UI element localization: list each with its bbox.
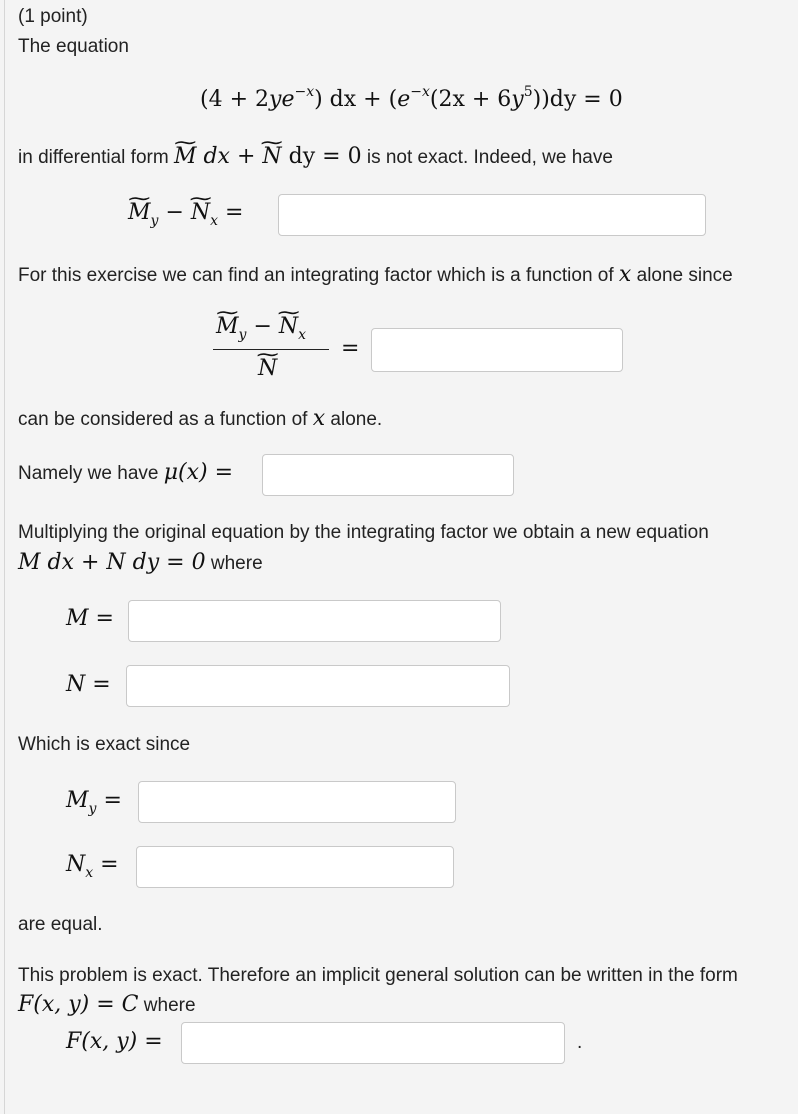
eq-y: y	[269, 87, 282, 112]
sentence1-mid: dx +	[196, 144, 263, 169]
fraction-denominator: ∼ N	[258, 356, 277, 381]
m-tilde: ∼ M	[174, 144, 197, 169]
f-input[interactable]	[181, 1022, 565, 1064]
eq-e2: e	[397, 87, 411, 112]
m-input[interactable]	[128, 600, 501, 642]
fraction-numerator: ∼ $M_y$ − ∼ $N_x$	[216, 314, 306, 343]
my-label: $M_y$ =	[66, 788, 122, 817]
f-label: F(x, y) =	[66, 1029, 163, 1054]
eq-part3: (2x + 6	[429, 87, 512, 112]
my-minus-nx-label: ∼ $M_y$ − ∼ $N_x$ =	[128, 200, 243, 229]
eq-exp1: −x	[294, 84, 315, 100]
general-solution-line: F(x, y) = C where	[18, 992, 196, 1017]
n-label: N =	[66, 672, 111, 697]
new-equation-line: M dx + N dy = 0 where	[18, 550, 263, 575]
eq-part1: (4 + 2	[200, 87, 269, 112]
fraction-input[interactable]	[371, 328, 623, 372]
eq-e1: e	[281, 87, 295, 112]
n-input[interactable]	[126, 665, 510, 707]
integrating-factor-sentence: For this exercise we can find an integrating factor which is a function of x alone since	[18, 262, 733, 287]
mu-row: Namely we have μ(x) =	[18, 460, 234, 485]
eq-y2: y	[511, 87, 524, 112]
mu-label: μ(x) =	[163, 460, 234, 485]
fraction-equals: =	[341, 336, 360, 361]
my-input[interactable]	[138, 781, 456, 823]
multiply-sentence: Multiplying the original equation by the integrating factor we obtain a new equation	[18, 522, 709, 543]
sentence1-post: is not exact. Indeed, we have	[361, 147, 613, 168]
eq-part4: ))dy = 0	[532, 87, 623, 112]
points-label: (1 point)	[18, 6, 88, 27]
final-period: .	[577, 1032, 583, 1053]
eq-exp3: 5	[523, 84, 533, 100]
sentence1-post-math: dy = 0	[281, 144, 362, 169]
mu-input[interactable]	[262, 454, 514, 496]
are-equal-text: are equal.	[18, 914, 103, 935]
exact-since-text: Which is exact since	[18, 734, 191, 755]
eq-part2: ) dx + (	[314, 87, 398, 112]
my-minus-nx-input[interactable]	[278, 194, 706, 236]
eq-exp2: −x	[410, 84, 430, 100]
m-label: M =	[66, 606, 114, 631]
intro-text: The equation	[18, 36, 129, 57]
main-equation	[200, 84, 623, 112]
sentence1-pre: in differential form	[18, 147, 174, 168]
final-sentence: This problem is exact. Therefore an implicit general solution can be written in the form	[18, 965, 738, 986]
function-of-x-sentence: can be considered as a function of x alone.	[18, 406, 383, 431]
n-tilde: ∼ N	[262, 144, 281, 169]
nx-input[interactable]	[136, 846, 454, 888]
differential-form-sentence	[18, 144, 613, 169]
nx-label: $N_x$ =	[66, 852, 119, 881]
